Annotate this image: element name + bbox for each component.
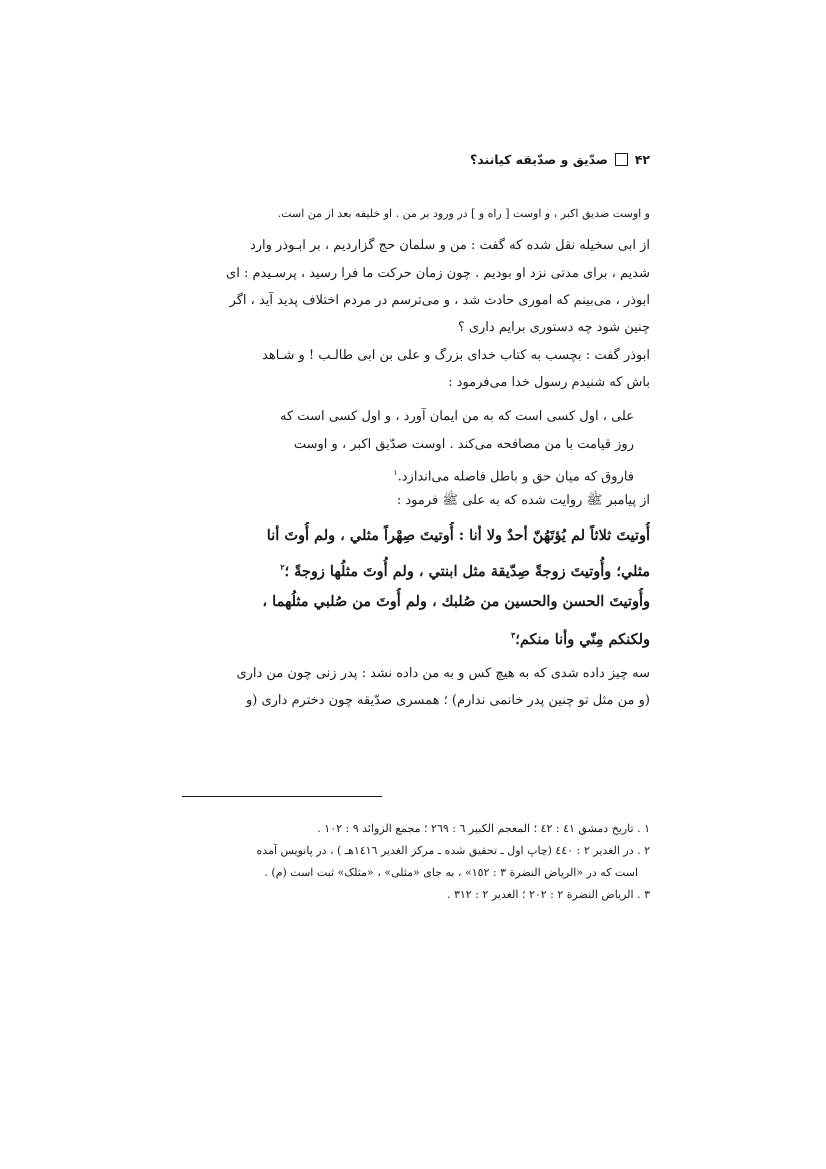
footnote-divider <box>182 796 382 797</box>
text-line: (و من مثل تو چنین پدر خانمی ندارم) ؛ همسری صدّیقه چون دخترم داری (و <box>246 693 650 708</box>
square-icon <box>615 153 628 166</box>
footnote: ٣ . الریاض النضرة ٢ : ٢٠٢ ؛ الغدیر ٢ : ٣١٢ . <box>446 888 650 901</box>
quote-line: روز قیامت با من مصافحه می‌کند . اوست صدّیق اکبر ، و اوست <box>293 437 634 452</box>
page-header <box>182 150 650 174</box>
page-number: ۴۲ <box>634 152 650 167</box>
footnote-marker: ٢ <box>280 562 285 572</box>
arabic-line: مثلي؛ وأُوتيتَ زوجةً صِدّيقة مثل ابنتي ، ولم أُوتَ مثلُها زوجةً ؛$^٢$ <box>280 562 650 580</box>
arabic-line: ولكنكم مِنّي وأنا منكم؛$^٣$ <box>510 630 650 648</box>
footnote-marker: ١ <box>393 468 398 477</box>
footnote: است که در «الریاض النضرة ٣ : ١٥٢» ، به جای «مثلی» ، «مثلک» ثبت است (م) . <box>264 866 638 879</box>
arabic-line: أُوتيتَ ثلاثاً لم يُؤتَهُنّ أحدٌ ولا أنا : أُوتيتَ صِهْراً مثلي ، ولم أُوتَ أنا <box>266 527 650 544</box>
text-line: و اوست صدیق اکبر ، و اوست [ راه و ] در ورود بر من . او خلیفه بعد از من است. <box>277 207 650 220</box>
footnote: ٢ . در الغدیر ٢ : ٤٤٠ (چاپ اول ـ تحقیق شده ـ مرکز الغدیر ١٤١٦هـ ) ، در پانویس آمده <box>256 844 650 857</box>
quote-line: فاروق که میان حق و باطل فاصله می‌اندازد.$^١$ <box>393 468 634 485</box>
text-line: ابوذر ، می‌بینم که اموری حادث شد ، و می‌ترسم در مردم اختلاف پدید آید ، اگر <box>229 293 650 308</box>
book-page <box>182 150 650 901</box>
arabic-line: وأُوتيتَ الحسن والحسين من صُلبك ، ولم أُوتَ من صُلبي مثلُهما ، <box>262 593 650 610</box>
text-line: سه چیز داده شدی که به هیچ کس و به من داده نشد : پدر زنی چون من داری <box>236 666 650 681</box>
text-line: از ابی سخیله نقل شده که گفت : من و سلمان حج گزاردیم ، بر ابـوذر وارد <box>249 238 650 253</box>
text-line: باش که شنیدم رسول خدا می‌فرمود : <box>448 375 650 390</box>
running-title: صدّیق و صدّیقه کیانند؟ <box>470 152 608 167</box>
text-line: شدیم ، برای مدتی نزد او بودیم . چون زمان حرکت ما فرا رسید ، پرسـیدم : ای <box>226 266 650 281</box>
text-line: چنین شود چه دستوری برایم داری ؟ <box>457 320 650 335</box>
text-line: از پیامبر ﷺ روایت شده که به علی ﷺ فرمود : <box>396 493 650 508</box>
footnote-marker: ٣ <box>510 630 516 640</box>
footnote: ١ . تاریخ دمشق ٤١ : ٤٢ ؛ المعجم الکبیر ٦ : ٢٦٩ ؛ مجمع الزوائد ٩ : ١٠٢ . <box>317 822 650 835</box>
quote-line: علی ، اول کسی است که به من ایمان آورد ، و اول کسی است که <box>280 409 634 424</box>
text-line: ابوذر گفت : بچسب به کتاب خدای بزرگ و علی بن ابی طالـب ! و شـاهد <box>262 348 650 363</box>
